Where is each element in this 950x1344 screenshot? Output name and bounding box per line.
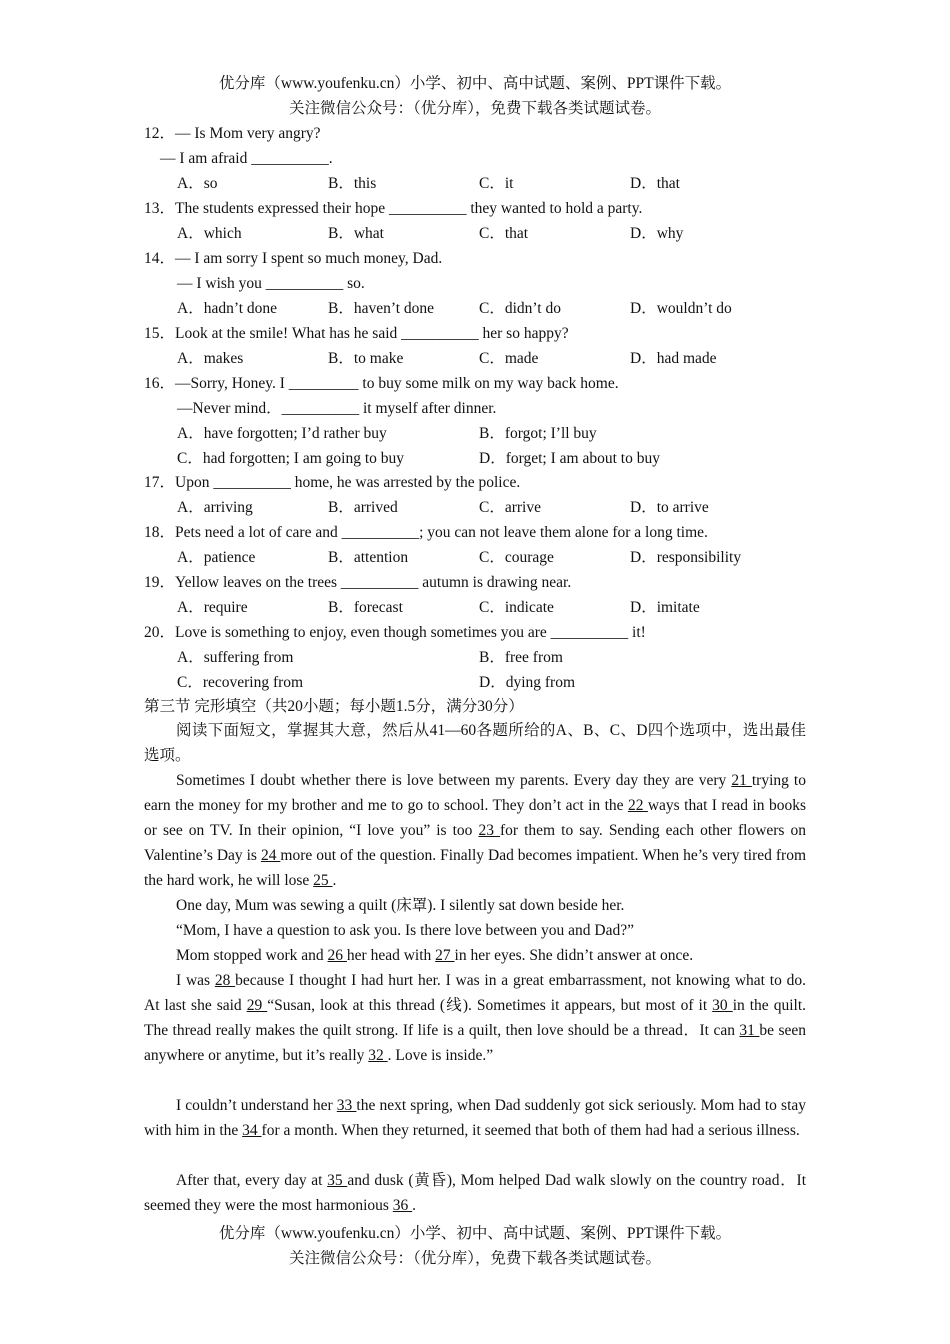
passage-text: for them to say. Sending each other flowers on Valentine’s Day is xyxy=(144,822,806,864)
passage-text: be seen anywhere or anytime, but it’s really xyxy=(144,1022,807,1064)
question-16-stem xyxy=(144,374,619,394)
header-line-2: 关注微信公众号：（优分库），免费下载各类试题试卷。 xyxy=(288,100,661,117)
question-text: Love is something to enjoy, even though sometimes you are __________ it! xyxy=(175,624,646,641)
blank-30: 30 xyxy=(712,997,733,1014)
question-12-response: — I am afraid __________. xyxy=(160,150,333,167)
option: A．have forgotten; I’d rather buy xyxy=(177,425,387,442)
option: C．had forgotten; I am going to buy xyxy=(177,450,405,467)
section-instruction: 阅读下面短文，掌握其大意，然后从41—60各题所给的A、B、C、D四个选项中，选出最佳选项。 xyxy=(144,722,806,764)
passage-text: in her eyes. She didn’t answer at once. xyxy=(454,947,694,964)
question-number: 13． xyxy=(144,200,176,217)
option: B．free from xyxy=(479,649,563,666)
question-18-stem xyxy=(144,523,708,543)
passage-paragraph-2: One day, Mum was sewing a quilt (床罩). I silently sat down beside her. xyxy=(176,897,625,914)
blank-34: 34 xyxy=(242,1122,262,1139)
question-16-response: —Never mind．__________ it myself after dinner. xyxy=(177,400,497,417)
option: C．made xyxy=(479,350,539,367)
question-text: Look at the smile! What has he said __________ her so happy? xyxy=(175,325,569,342)
question-text: Upon __________ home, he was arrested by the police. xyxy=(175,474,521,491)
option: C．that xyxy=(479,225,529,242)
question-17-stem xyxy=(144,473,520,493)
question-text: Yellow leaves on the trees __________ autumn is drawing near. xyxy=(175,574,572,591)
blank-33: 33 xyxy=(336,1097,357,1114)
option: B．forecast xyxy=(328,599,403,616)
blank-28: 28 xyxy=(214,972,236,989)
passage-text: trying to earn the money for my brother and me to go to school. They don’t act in the xyxy=(144,772,806,814)
option: B．arrived xyxy=(328,499,398,516)
question-number: 20． xyxy=(144,624,176,641)
blank-21: 21 xyxy=(731,772,752,789)
passage-text: . xyxy=(332,872,337,889)
option: D．forget; I am about to buy xyxy=(479,450,660,467)
question-text: — I am sorry I spent so much money, Dad. xyxy=(175,250,443,267)
option: B．what xyxy=(328,225,384,242)
option: B．haven’t done xyxy=(328,300,435,317)
passage-text: ways that I read in books or see on TV. In their opinion, “I love you” is too xyxy=(144,797,806,839)
passage-text: the next spring, when Dad suddenly got sick seriously. Mom had to stay with him in the xyxy=(144,1097,807,1139)
passage-paragraph-5 xyxy=(144,968,806,1068)
option: A．arriving xyxy=(177,499,253,516)
question-text: —Sorry, Honey. I _________ to buy some milk on my way back home. xyxy=(175,375,619,392)
passage-text: her head with xyxy=(346,947,436,964)
question-number: 14． xyxy=(144,250,176,267)
blank-25: 25 xyxy=(313,872,333,889)
blank-35: 35 xyxy=(327,1172,348,1189)
blank-32: 32 xyxy=(368,1047,388,1064)
question-14-stem xyxy=(144,249,442,269)
passage-text: After that, every day at xyxy=(176,1172,328,1189)
option: D．to arrive xyxy=(630,499,709,516)
question-13-stem xyxy=(144,199,642,219)
passage-paragraph-4 xyxy=(144,943,806,968)
option: B．forgot; I’ll buy xyxy=(479,425,597,442)
question-number: 15． xyxy=(144,325,176,342)
question-number: 16． xyxy=(144,375,176,392)
passage-paragraph-7 xyxy=(144,1168,806,1218)
blank-24: 24 xyxy=(260,847,281,864)
passage-text: I was xyxy=(176,972,215,989)
option: D．had made xyxy=(630,350,717,367)
blank-31: 31 xyxy=(739,1022,760,1039)
question-15-stem xyxy=(144,324,569,344)
passage-paragraph-3: “Mom, I have a question to ask you. Is there love between you and Dad?” xyxy=(176,922,634,939)
question-number: 17． xyxy=(144,474,176,491)
option: B．this xyxy=(328,175,377,192)
option: A．require xyxy=(177,599,248,616)
question-12-stem xyxy=(144,124,321,144)
footer-line-1: 优分库（www.youfenku.cn）小学、初中、高中试题、案例、PPT课件下载。 xyxy=(218,1225,732,1242)
option: D．responsibility xyxy=(630,549,742,566)
passage-text: and dusk (黄昏), Mom helped Dad walk slowly on the country road．It seemed they were the most harmonious xyxy=(144,1172,806,1214)
passage-text: in the quilt. The thread really makes the quilt strong. If life is a quilt, then love should be a thread．It can xyxy=(144,997,806,1039)
option: D．why xyxy=(630,225,684,242)
option: D．wouldn’t do xyxy=(630,300,732,317)
option: D．dying from xyxy=(479,674,576,691)
blank-23: 23 xyxy=(478,822,501,839)
passage-text: . Love is inside.” xyxy=(387,1047,494,1064)
option: A．patience xyxy=(177,549,256,566)
blank-27: 27 xyxy=(435,947,455,964)
passage-paragraph-6 xyxy=(144,1093,806,1143)
option: C．indicate xyxy=(479,599,554,616)
passage-text: Mom stopped work and xyxy=(176,947,328,964)
passage-text: “Susan, look at this thread (线). Sometimes it appears, but most of it xyxy=(267,997,713,1014)
option: A．hadn’t done xyxy=(177,300,278,317)
question-19-stem xyxy=(144,573,571,593)
blank-36: 36 xyxy=(392,1197,413,1214)
passage-text: more out of the question. Finally Dad becomes impatient. When he’s very tired from the hard work, he will lose xyxy=(144,847,806,889)
footer-line-2: 关注微信公众号：（优分库），免费下载各类试题试卷。 xyxy=(288,1250,661,1267)
blank-26: 26 xyxy=(327,947,347,964)
option: A．makes xyxy=(177,350,244,367)
blank-22: 22 xyxy=(627,797,648,814)
option: D．imitate xyxy=(630,599,700,616)
passage-text: I couldn’t understand her xyxy=(176,1097,337,1114)
option: C．recovering from xyxy=(177,674,304,691)
option: C．it xyxy=(479,175,514,192)
section-title: 第三节 完形填空（共20小题；每小题1.5分，满分30分） xyxy=(144,698,524,715)
question-number: 12． xyxy=(144,125,176,142)
question-number: 19． xyxy=(144,574,176,591)
passage-text: . xyxy=(412,1197,417,1214)
option: D．that xyxy=(630,175,680,192)
option: C．arrive xyxy=(479,499,541,516)
question-text: — Is Mom very angry? xyxy=(175,125,321,142)
blank-29: 29 xyxy=(246,997,268,1014)
question-text: Pets need a lot of care and __________; you can not leave them alone for a long time. xyxy=(175,524,708,541)
passage-text: Sometimes I doubt whether there is love between my parents. Every day they are very xyxy=(176,772,727,789)
option: B．to make xyxy=(328,350,404,367)
passage-text: because I thought I had hurt her. I was in a great embarrassment, not knowing what to do. At last she said xyxy=(144,972,806,1014)
question-number: 18． xyxy=(144,524,176,541)
option: C．didn’t do xyxy=(479,300,561,317)
question-14-response: — I wish you __________ so. xyxy=(177,275,365,292)
option: A．so xyxy=(177,175,218,192)
option: A．suffering from xyxy=(177,649,294,666)
header-line-1: 优分库（www.youfenku.cn）小学、初中、高中试题、案例、PPT课件下载。 xyxy=(218,75,732,92)
question-text: The students expressed their hope __________ they wanted to hold a party. xyxy=(175,200,643,217)
question-20-stem xyxy=(144,623,646,643)
option: B．attention xyxy=(328,549,409,566)
option: C．courage xyxy=(479,549,554,566)
passage-paragraph-1 xyxy=(144,768,806,893)
option: A．which xyxy=(177,225,242,242)
passage-text: for a month. When they returned, it seemed that both of them had had a serious illness. xyxy=(261,1122,800,1139)
